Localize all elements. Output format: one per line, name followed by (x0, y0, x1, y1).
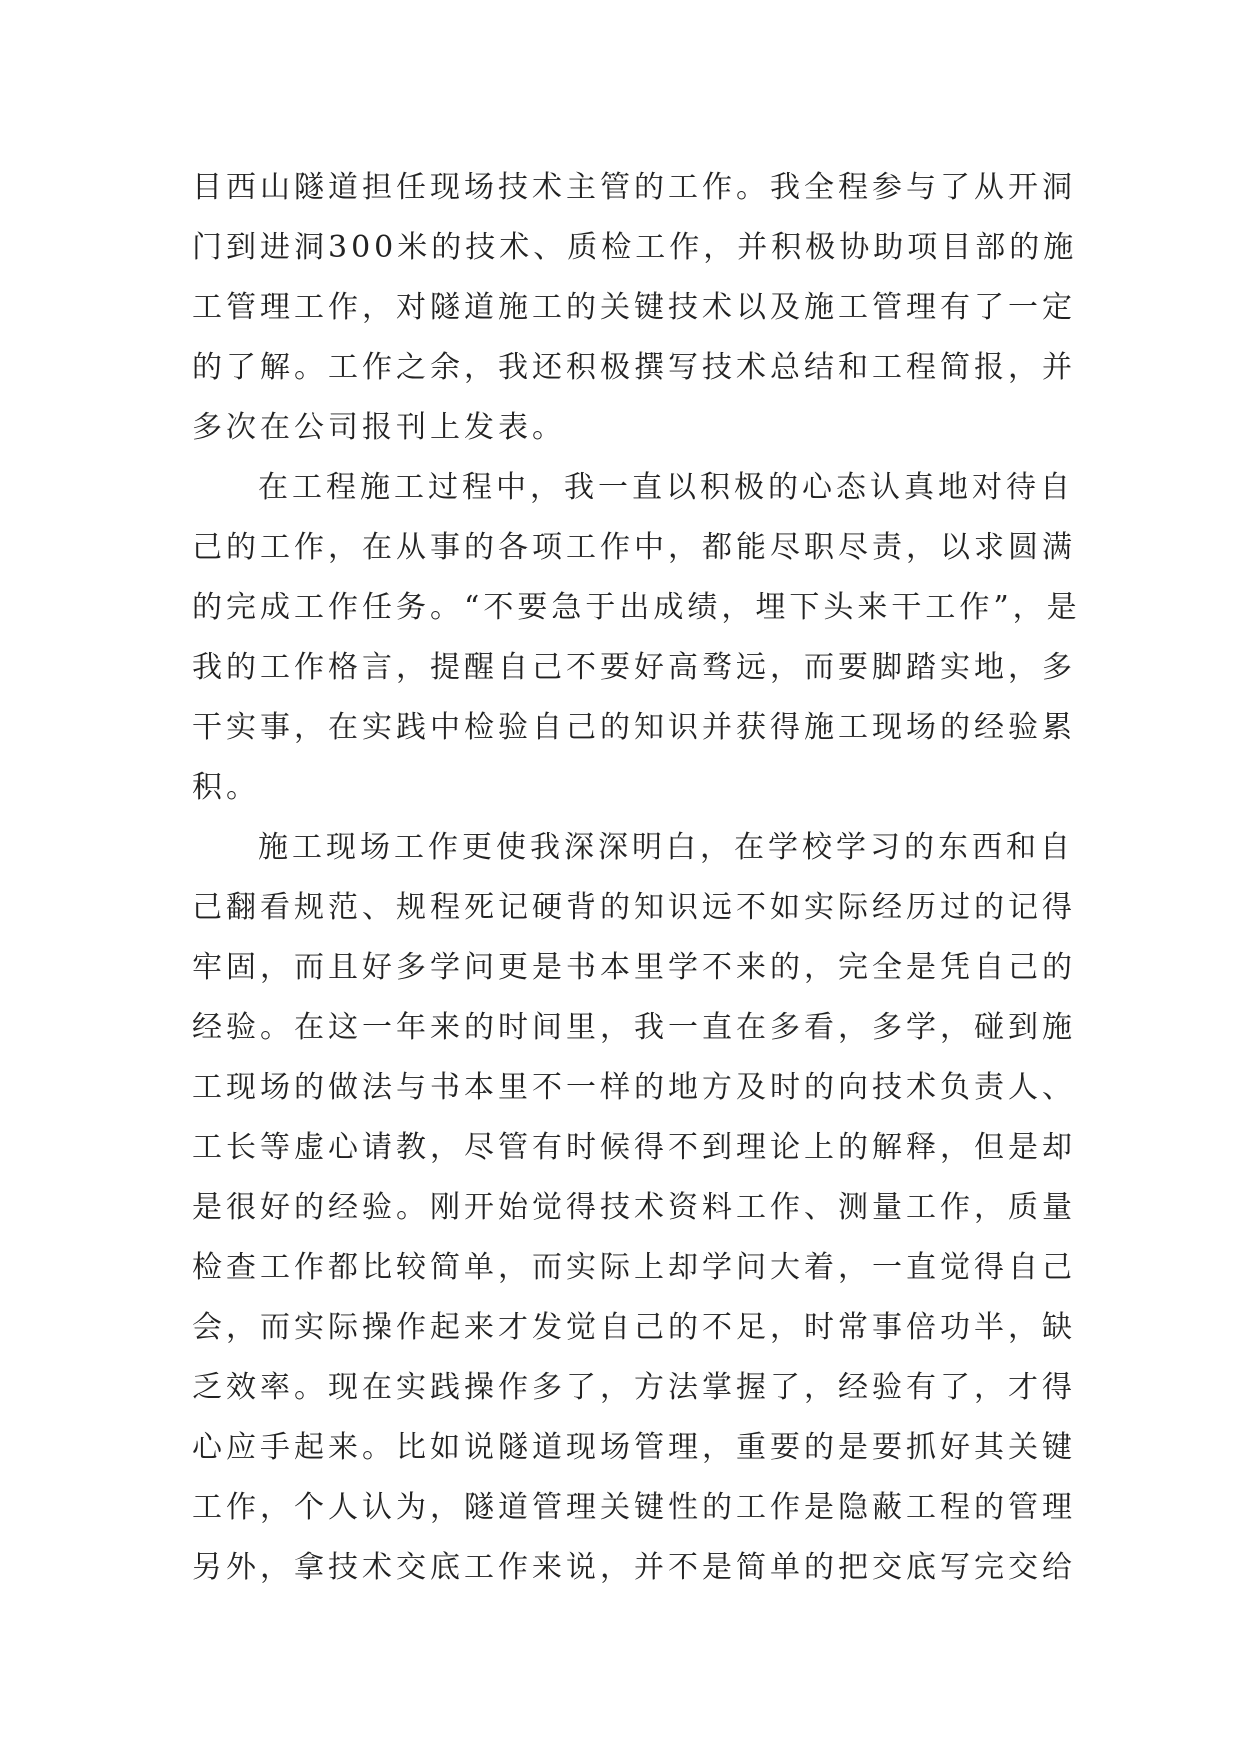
paragraph-3 (192, 818, 1076, 1598)
text-line: 积。 (192, 770, 260, 805)
text-line: 另外，拿技术交底工作来说，并不是简单的把交底写完交给 (192, 1550, 1076, 1585)
text-line: 的了解。工作之余，我还积极撰写技术总结和工程简报，并 (192, 350, 1076, 385)
text-line: 门到进洞300米的技术、质检工作，并积极协助项目部的施 (192, 230, 1078, 265)
text-line: 心应手起来。比如说隧道现场管理，重要的是要抓好其关键 (192, 1430, 1076, 1465)
text-line: 会，而实际操作起来才发觉自己的不足，时常事倍功半，缺 (192, 1310, 1076, 1345)
text-line: 工长等虚心请教，尽管有时候得不到理论上的解释，但是却 (192, 1130, 1076, 1165)
text-line: 经验。在这一年来的时间里，我一直在多看，多学，碰到施 (192, 1010, 1076, 1045)
text-line: 己翻看规范、规程死记硬背的知识远不如实际经历过的记得 (192, 890, 1076, 925)
text-line: 乏效率。现在实践操作多了，方法掌握了，经验有了，才得 (192, 1370, 1076, 1405)
body-text (192, 158, 1081, 1598)
text-line: 目西山隧道担任现场技术主管的工作。我全程参与了从开洞 (192, 170, 1076, 205)
text-line: 施工现场工作更使我深深明白，在学校学习的东西和自 (258, 830, 1074, 865)
text-line: 干实事，在实践中检验自己的知识并获得施工现场的经验累 (192, 710, 1076, 745)
text-line: 的完成工作任务。“不要急于出成绩，埋下头来干工作”，是 (192, 590, 1081, 625)
text-line: 工现场的做法与书本里不一样的地方及时的向技术负责人、 (192, 1070, 1076, 1105)
text-line: 工作，个人认为，隧道管理关键性的工作是隐蔽工程的管理 (192, 1490, 1076, 1525)
text-line: 多次在公司报刊上发表。 (192, 410, 566, 445)
text-line: 检查工作都比较简单，而实际上却学问大着，一直觉得自己 (192, 1250, 1076, 1285)
text-line: 牢固，而且好多学问更是书本里学不来的，完全是凭自己的 (192, 950, 1076, 985)
text-line: 在工程施工过程中，我一直以积极的心态认真地对待自 (258, 470, 1074, 505)
text-line: 工管理工作，对隧道施工的关键技术以及施工管理有了一定 (192, 290, 1076, 325)
text-line: 是很好的经验。刚开始觉得技术资料工作、测量工作，质量 (192, 1190, 1076, 1225)
paragraph-1 (192, 158, 1078, 458)
paragraph-2 (192, 458, 1081, 818)
text-line: 己的工作，在从事的各项工作中，都能尽职尽责，以求圆满 (192, 530, 1076, 565)
text-line: 我的工作格言，提醒自己不要好高骛远，而要脚踏实地，多 (192, 650, 1076, 685)
